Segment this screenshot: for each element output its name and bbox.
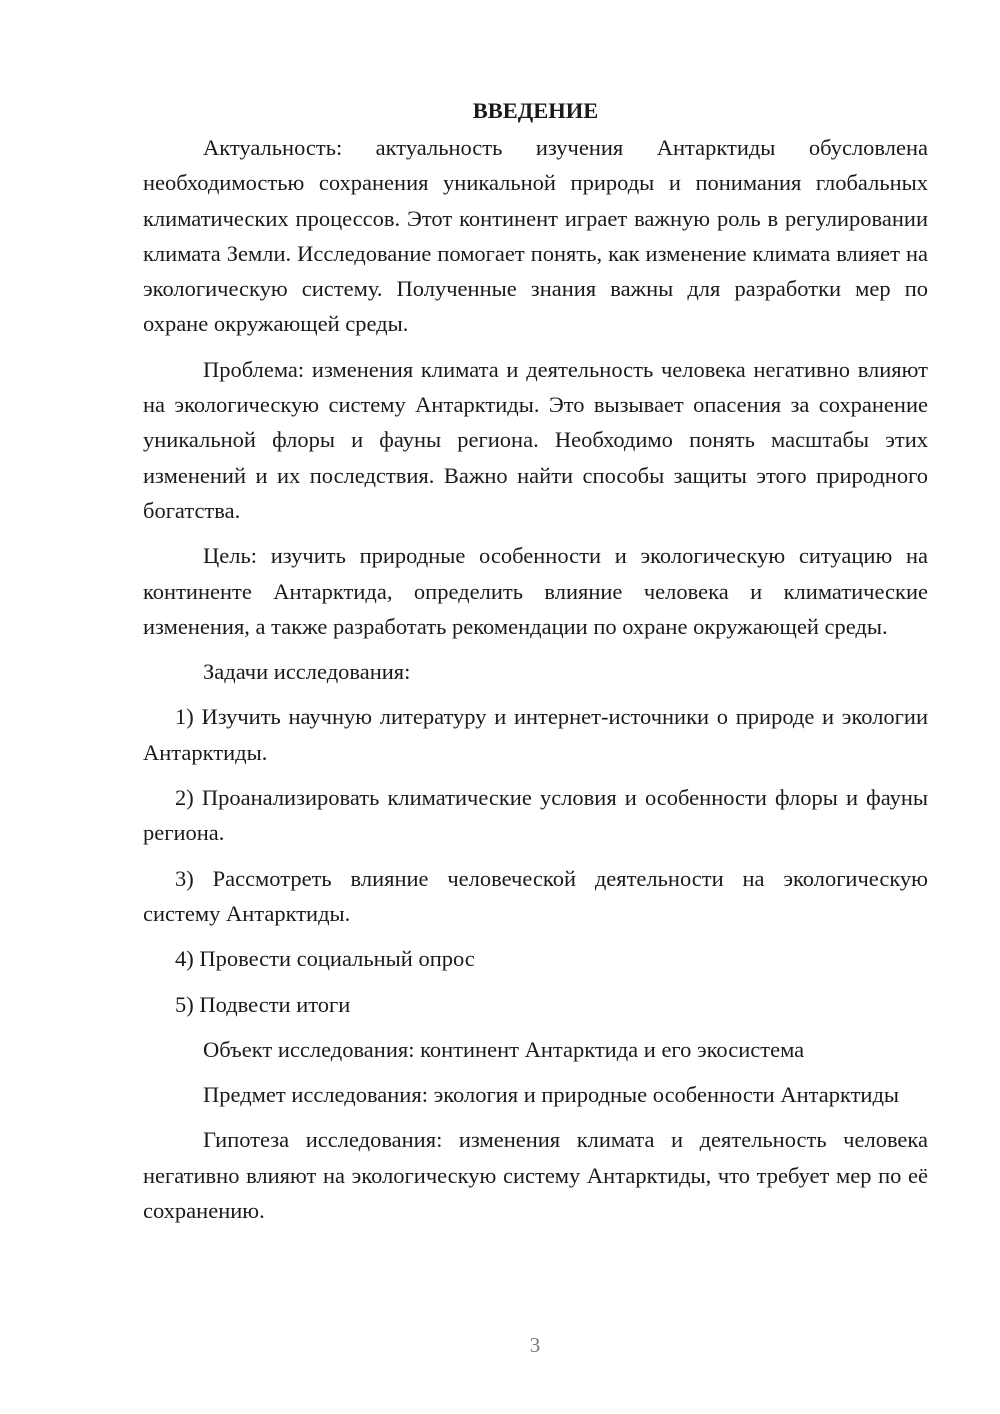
section-title: ВВЕДЕНИЕ — [472, 98, 599, 123]
task-item-4: 4) Провести социальный опрос — [175, 946, 475, 972]
task-item-1: 1) Изучить научную литературу и интернет-источники о природе и экологии Антарктиды. — [143, 704, 928, 765]
task-item-2: 2) Проанализировать климатические условия и особенности флоры и фауны региона. — [143, 785, 928, 846]
page-number: 3 — [529, 1333, 541, 1357]
goal-paragraph: Цель: изучить природные особенности и экологическую ситуацию на континенте Антарктида, определить влияние человека и климатические изменения, а также разработать рекомендации по охране окружающей среды. — [143, 543, 928, 639]
task-item-3: 3) Рассмотреть влияние человеческой деятельности на экологическую систему Антарктиды. — [143, 865, 928, 926]
relevance-paragraph: Актуальность: актуальность изучения Антарктиды обусловлена необходимостью сохранения уникальной природы и понимания глобальных климатических процессов. Этот континент играет важную роль в регулировании климата Земли. Исследование помогает понять, как изменение климата влияет на экологическую систему. Полученные знания важны для разработки мер по охране окружающей среды. — [143, 135, 928, 337]
tasks-heading: Задачи исследования: — [203, 659, 411, 685]
document-page — [143, 92, 928, 1238]
task-item-5: 5) Подвести итоги — [175, 991, 351, 1017]
object-paragraph: Объект исследования: континент Антарктида и его экосистема — [203, 1036, 805, 1062]
problem-paragraph: Проблема: изменения климата и деятельность человека негативно влияют на экологическую систему Антарктиды. Это вызывает опасения за сохранение уникальной флоры и фауны региона. Необходимо понять масштабы этих изменений и их последствия. Важно найти способы защиты этого природного богатства. — [143, 356, 928, 523]
hypothesis-paragraph: Гипотеза исследования: изменения климата и деятельность человека негативно влияют на экологическую систему Антарктиды, что требует мер по её сохранению. — [143, 1127, 928, 1224]
subject-paragraph: Предмет исследования: экология и природные особенности Антарктиды — [203, 1082, 900, 1108]
